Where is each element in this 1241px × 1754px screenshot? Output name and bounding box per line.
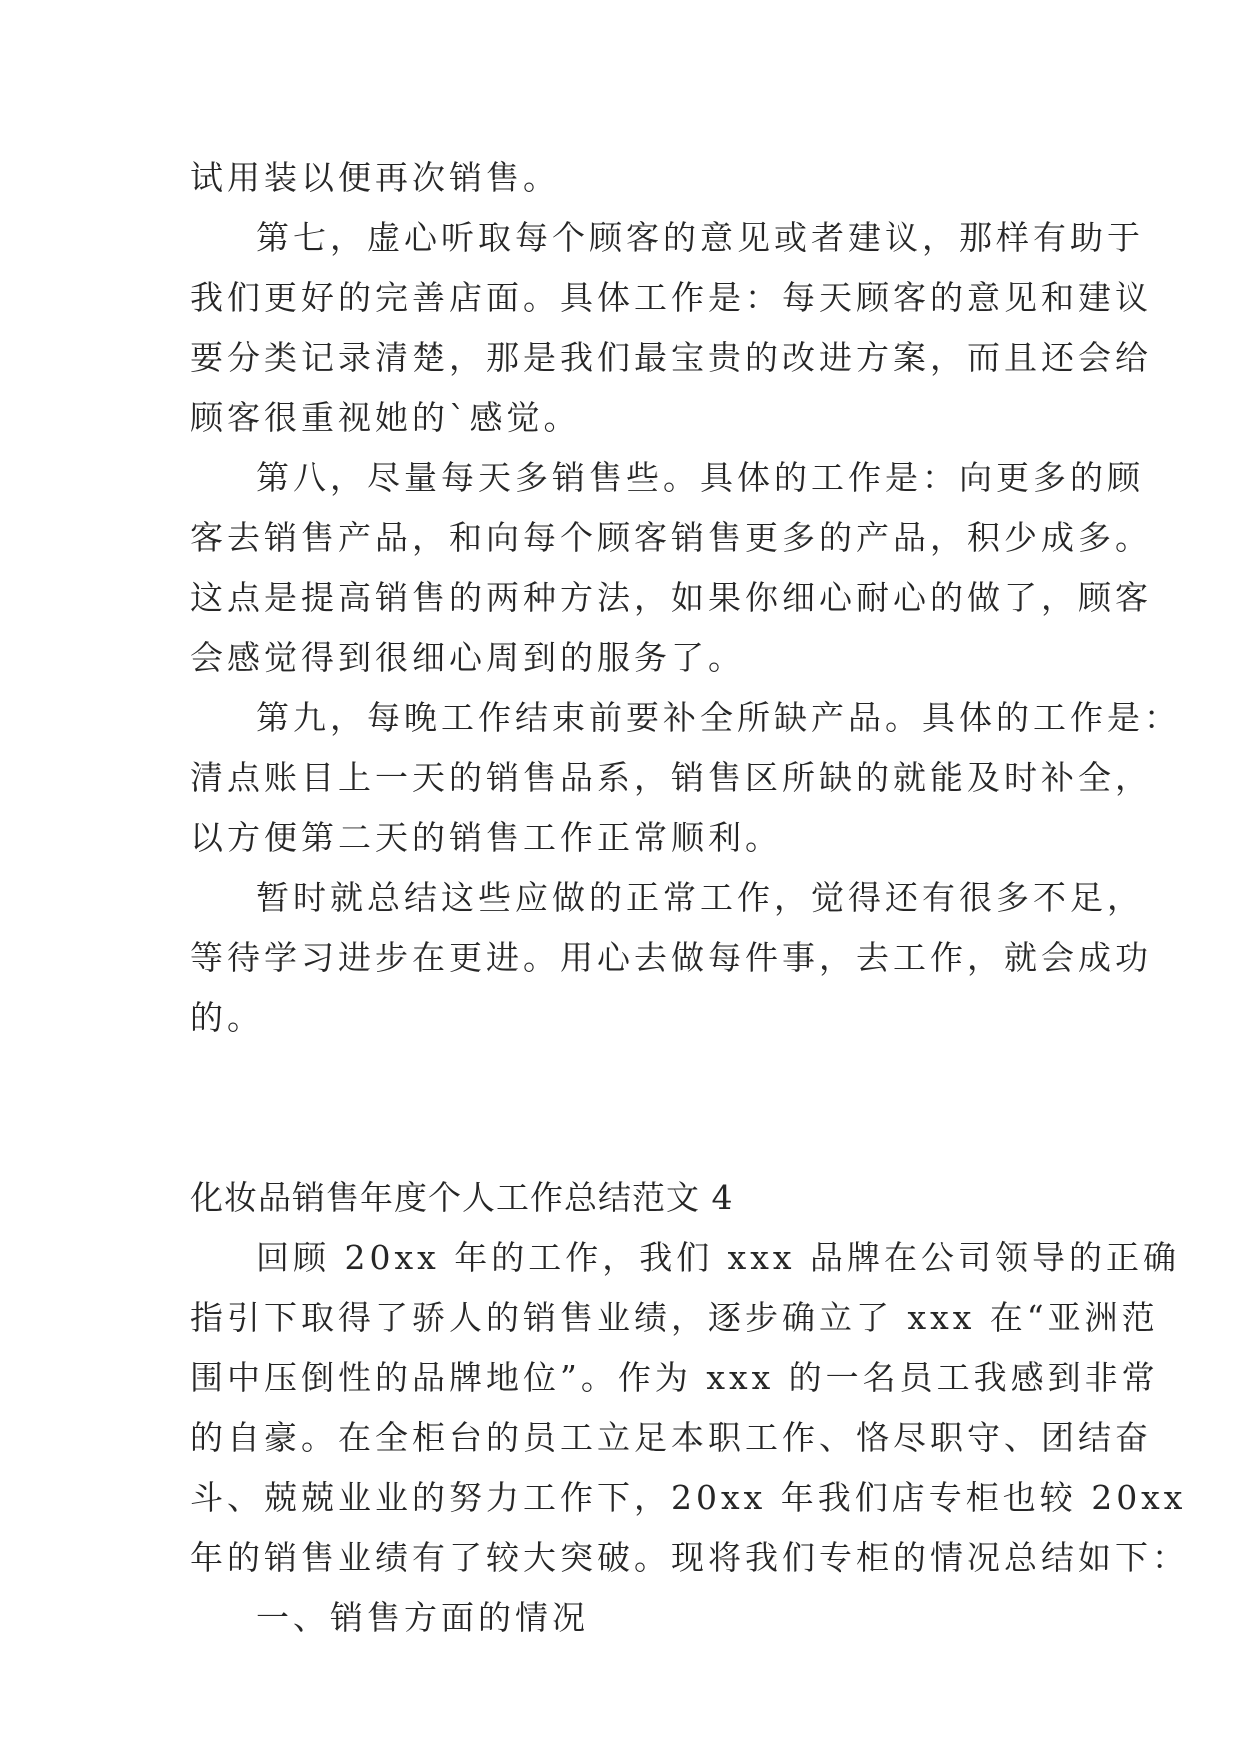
text-line: 清点账目上一天的销售品系，销售区所缺的就能及时补全， bbox=[190, 758, 1152, 797]
text-line: 围中压倒性的品牌地位”。作为 xxx 的一名员工我感到非常 bbox=[190, 1358, 1159, 1397]
text-line: 这点是提高销售的两种方法，如果你细心耐心的做了，顾客 bbox=[190, 578, 1152, 617]
text-line: 客去销售产品，和向每个顾客销售更多的产品，积少成多。 bbox=[190, 518, 1152, 557]
text-line: 会感觉得到很细心周到的服务了。 bbox=[190, 638, 745, 677]
text-line: 的。 bbox=[190, 998, 264, 1037]
text-line: 我们更好的完善店面。具体工作是：每天顾客的意见和建议 bbox=[190, 278, 1152, 317]
paragraph-eighth: 第八，尽量每天多销售些。具体的工作是：向更多的顾 bbox=[256, 458, 1144, 497]
text-line: 斗、兢兢业业的努力工作下，20xx 年我们店专柜也较 20xx bbox=[190, 1478, 1187, 1517]
text-line: 试用装以便再次销售。 bbox=[190, 158, 560, 197]
subsection-heading: 一、销售方面的情况 bbox=[256, 1598, 589, 1637]
paragraph-seventh: 第七，虚心听取每个顾客的意见或者建议，那样有助于 bbox=[256, 218, 1144, 257]
text-line: 等待学习进步在更进。用心去做每件事，去工作，就会成功 bbox=[190, 938, 1152, 977]
section-title: 化妆品销售年度个人工作总结范文 4 bbox=[190, 1178, 734, 1217]
document-body bbox=[190, 148, 1189, 1648]
text-line: 年的销售业绩有了较大突破。现将我们专柜的情况总结如下： bbox=[190, 1538, 1189, 1577]
paragraph-ninth: 第九，每晚工作结束前要补全所缺产品。具体的工作是： bbox=[256, 698, 1181, 737]
text-line: 的自豪。在全柜台的员工立足本职工作、恪尽职守、团结奋 bbox=[190, 1418, 1152, 1457]
paragraph-review: 回顾 20xx 年的工作，我们 xxx 品牌在公司领导的正确 bbox=[256, 1238, 1181, 1277]
text-line: 要分类记录清楚，那是我们最宝贵的改进方案，而且还会给 bbox=[190, 338, 1152, 377]
text-line: 以方便第二天的销售工作正常顺利。 bbox=[190, 818, 782, 857]
text-line: 顾客很重视她的`感觉。 bbox=[190, 398, 581, 437]
paragraph-summary: 暂时就总结这些应做的正常工作，觉得还有很多不足， bbox=[256, 878, 1144, 917]
text-line: 指引下取得了骄人的销售业绩，逐步确立了 xxx 在“亚洲范 bbox=[190, 1298, 1159, 1337]
